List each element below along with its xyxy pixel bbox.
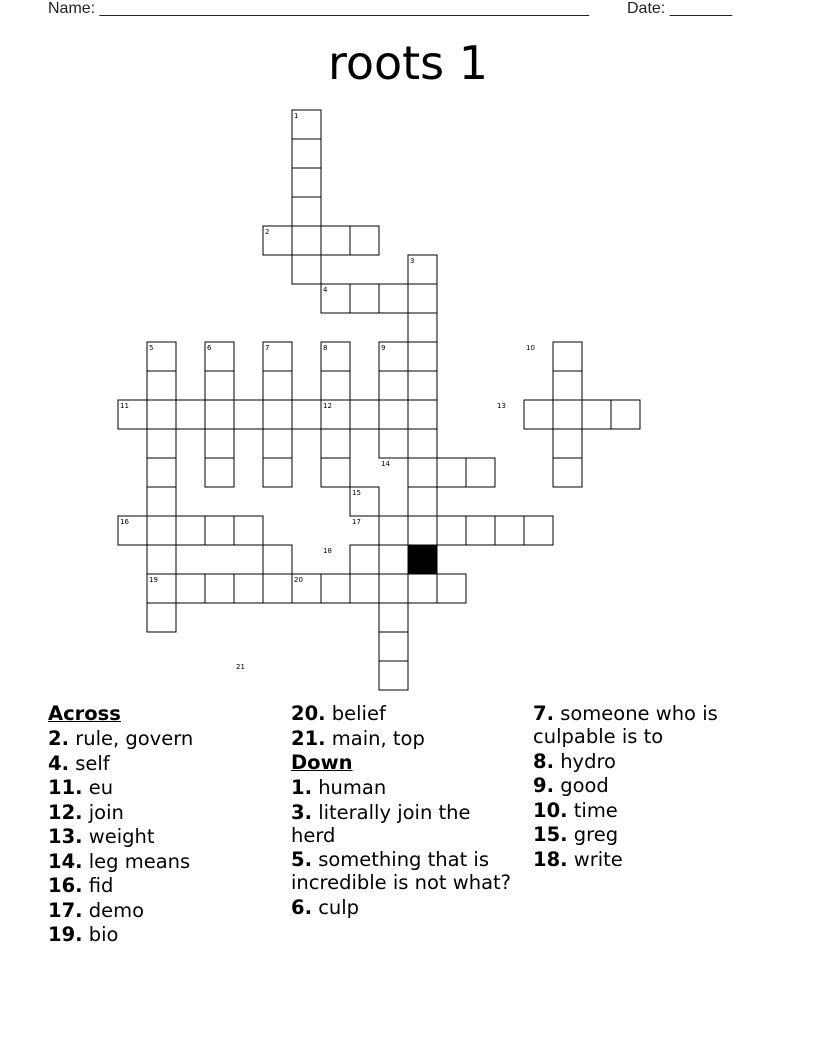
clue-text: leg means	[88, 849, 191, 873]
clue-column-3	[533, 702, 763, 872]
clue-column-2	[291, 702, 521, 920]
clue-number: 11.	[48, 776, 83, 799]
grid-cell[interactable]	[263, 458, 292, 487]
cell-number: 17	[352, 518, 361, 526]
grid-cell[interactable]	[205, 458, 234, 487]
across-clue	[48, 801, 278, 824]
clue-number: 9.	[533, 774, 554, 797]
cell-number: 2	[265, 228, 270, 236]
clue-text: fid	[88, 874, 114, 897]
grid-cell[interactable]	[582, 400, 611, 429]
clue-text: something that is incredible is not what?	[291, 848, 512, 894]
clue-number: 15.	[533, 823, 568, 846]
grid-cell[interactable]	[234, 400, 263, 429]
down-clue	[533, 848, 763, 871]
clue-text: demo	[88, 898, 145, 922]
grid-cell[interactable]	[437, 458, 466, 487]
across-clue	[48, 899, 278, 922]
across-clue	[291, 702, 521, 725]
grid-cell[interactable]	[379, 545, 408, 574]
grid-cell[interactable]	[263, 429, 292, 458]
grid-cell[interactable]	[553, 371, 582, 400]
grid-cell[interactable]	[379, 661, 408, 690]
clue-text: good	[560, 774, 609, 797]
grid-cell[interactable]	[466, 516, 495, 545]
clue-text: write	[573, 847, 623, 871]
clue-text: someone who is culpable is to	[533, 702, 718, 748]
grid-cell[interactable]	[176, 400, 205, 429]
down-clue	[291, 896, 521, 919]
clue-number: 3.	[291, 800, 312, 824]
down-clue	[533, 774, 763, 797]
clue-number: 14.	[48, 849, 83, 873]
grid-cell[interactable]	[408, 400, 437, 429]
grid-cell[interactable]	[321, 371, 350, 400]
down-clue	[533, 799, 763, 822]
cell-number: 15	[352, 489, 361, 497]
down-clue	[533, 702, 763, 748]
clue-number: 19.	[48, 923, 83, 946]
clue-number: 17.	[48, 898, 83, 922]
cell-number: 11	[120, 402, 129, 410]
clue-text: self	[75, 751, 110, 775]
grid-cell[interactable]	[379, 574, 408, 603]
grid-cell[interactable]	[147, 603, 176, 632]
down-clue	[291, 848, 521, 894]
cell-number: 4	[323, 286, 328, 294]
clue-text: culp	[318, 895, 360, 919]
grid-cell[interactable]	[292, 226, 321, 255]
grid-cell[interactable]	[147, 400, 176, 429]
clue-text: eu	[88, 776, 114, 799]
cell-number: 3	[410, 257, 415, 265]
clue-text: main, top	[331, 726, 425, 750]
across-clue	[48, 874, 278, 897]
clue-text: time	[573, 798, 618, 822]
down-clue	[291, 776, 521, 799]
grid-cell[interactable]	[292, 400, 321, 429]
across-heading: Across	[48, 702, 121, 725]
grid-cell[interactable]	[408, 342, 437, 371]
grid-cell[interactable]	[292, 197, 321, 226]
clue-column-1	[48, 702, 278, 948]
clue-text: human	[318, 776, 387, 799]
cell-number: 1	[294, 112, 299, 120]
grid-cell[interactable]	[350, 400, 379, 429]
clue-number: 8.	[533, 749, 554, 773]
grid-cell[interactable]	[321, 458, 350, 487]
grid-cell[interactable]	[408, 458, 437, 487]
clue-number: 10.	[533, 798, 568, 822]
grid-cell[interactable]	[350, 284, 379, 313]
clue-number: 4.	[48, 751, 69, 775]
grid-cell[interactable]	[379, 632, 408, 661]
grid-cell[interactable]	[408, 429, 437, 458]
clue-text: weight	[88, 825, 155, 848]
cell-number: 9	[381, 344, 386, 352]
clue-text: rule, govern	[75, 727, 194, 750]
name-line: Name: _______________________________________________________	[48, 0, 589, 17]
grid-cell[interactable]	[234, 574, 263, 603]
down-heading: Down	[291, 751, 353, 774]
grid-cell[interactable]	[437, 574, 466, 603]
grid-cell[interactable]	[379, 400, 408, 429]
across-clue	[291, 727, 521, 750]
grid-cell[interactable]	[176, 574, 205, 603]
clue-number: 2.	[48, 727, 69, 750]
grid-cell[interactable]	[553, 429, 582, 458]
clue-text: belief	[331, 702, 386, 725]
grid-cell[interactable]	[408, 371, 437, 400]
grid-cell[interactable]	[292, 139, 321, 168]
grid-cell[interactable]	[176, 516, 205, 545]
down-clue	[533, 823, 763, 846]
clue-text: hydro	[560, 749, 616, 773]
grid-cell[interactable]	[147, 371, 176, 400]
grid-cell[interactable]	[379, 429, 408, 458]
grid-cell[interactable]	[205, 371, 234, 400]
grid-cell[interactable]	[408, 574, 437, 603]
grid-cell[interactable]	[524, 516, 553, 545]
cell-number: 18	[323, 547, 332, 555]
grid-cell[interactable]	[147, 545, 176, 574]
clue-number: 18.	[533, 847, 568, 871]
cell-number: 6	[207, 344, 212, 352]
grid-cell[interactable]	[350, 545, 379, 574]
grid-cell[interactable]	[292, 255, 321, 284]
grid-cell[interactable]	[263, 545, 292, 574]
grid-cell[interactable]	[263, 574, 292, 603]
grid-cell[interactable]	[495, 516, 524, 545]
grid-cell[interactable]	[292, 168, 321, 197]
clue-number: 6.	[291, 895, 312, 919]
grid-cell[interactable]	[379, 516, 408, 545]
grid-cell[interactable]	[553, 400, 582, 429]
clue-text: join	[88, 800, 124, 824]
across-clue	[48, 752, 278, 775]
grid-cell[interactable]	[350, 226, 379, 255]
clue-number: 21.	[291, 726, 326, 750]
grid-cell[interactable]	[147, 487, 176, 516]
grid-cell[interactable]	[263, 400, 292, 429]
down-clue	[533, 750, 763, 773]
cell-number: 12	[323, 402, 332, 410]
grid-cell[interactable]	[379, 284, 408, 313]
grid-cell[interactable]	[205, 429, 234, 458]
grid-cell[interactable]	[321, 226, 350, 255]
across-clue	[48, 727, 278, 750]
cell-number: 7	[265, 344, 270, 352]
clue-number: 13.	[48, 825, 83, 848]
clue-number: 16.	[48, 874, 83, 897]
grid-cell[interactable]	[205, 516, 234, 545]
clue-text: literally join the herd	[291, 800, 471, 847]
clue-number: 12.	[48, 800, 83, 824]
clue-number: 7.	[533, 702, 554, 725]
across-clue	[48, 850, 278, 873]
clue-number: 20.	[291, 702, 326, 725]
grid-cell[interactable]	[408, 284, 437, 313]
cell-number: 20	[294, 576, 303, 584]
down-clue	[291, 801, 521, 847]
grid-cell[interactable]	[147, 429, 176, 458]
grid-cell[interactable]	[321, 574, 350, 603]
black-cell[interactable]	[408, 545, 437, 574]
grid-cell[interactable]	[611, 400, 640, 429]
across-clue	[48, 776, 278, 799]
grid-cell[interactable]	[234, 516, 263, 545]
cell-number: 16	[120, 518, 129, 526]
grid-cell[interactable]	[321, 429, 350, 458]
grid-cell[interactable]	[466, 458, 495, 487]
cell-number: 8	[323, 344, 328, 352]
date-line: Date: _______	[627, 0, 732, 17]
grid-cell[interactable]	[553, 342, 582, 371]
grid-cell[interactable]	[379, 603, 408, 632]
clue-text: greg	[573, 823, 619, 846]
grid-cell[interactable]	[147, 458, 176, 487]
cell-number: 13	[497, 402, 506, 410]
grid-cell[interactable]	[263, 371, 292, 400]
grid-cell[interactable]	[437, 516, 466, 545]
cell-number: 10	[526, 344, 535, 352]
cell-number: 14	[381, 460, 390, 468]
grid-cell[interactable]	[205, 574, 234, 603]
cell-number: 5	[149, 344, 154, 352]
puzzle-title: roots 1	[327, 36, 489, 90]
across-clue	[48, 923, 278, 946]
grid-cell[interactable]	[205, 400, 234, 429]
grid-cell[interactable]	[553, 458, 582, 487]
grid-cell[interactable]	[524, 400, 553, 429]
cell-number: 21	[236, 663, 245, 671]
grid-cell[interactable]	[350, 574, 379, 603]
clue-number: 1.	[291, 776, 312, 799]
grid-cell[interactable]	[379, 371, 408, 400]
clue-text: bio	[88, 923, 119, 946]
grid-cell[interactable]	[408, 487, 437, 516]
cell-number: 19	[149, 576, 158, 584]
grid-cell[interactable]	[408, 313, 437, 342]
clue-number: 5.	[291, 848, 312, 871]
grid-cell[interactable]	[408, 516, 437, 545]
across-clue	[48, 825, 278, 848]
grid-cell[interactable]	[147, 516, 176, 545]
